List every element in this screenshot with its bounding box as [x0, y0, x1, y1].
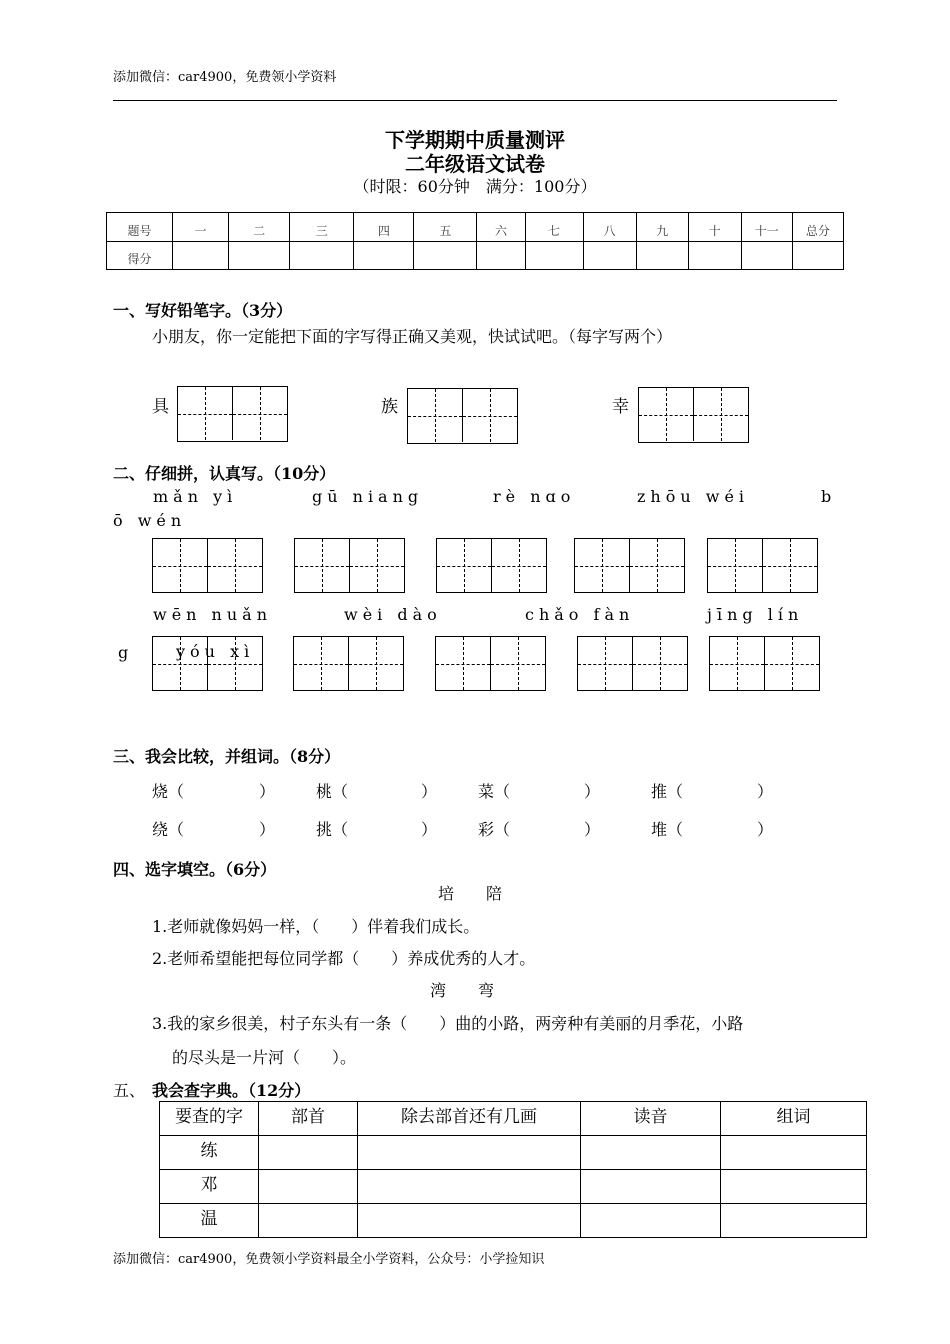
compare-char: 菜（	[478, 782, 511, 801]
score-header-cell: 十一	[741, 213, 792, 242]
blank-close: ）	[421, 782, 438, 801]
lookup-char: 温	[160, 1204, 259, 1238]
score-header-row	[107, 213, 844, 242]
score-header-cell: 十	[688, 213, 741, 242]
practice-char: 具	[152, 397, 169, 417]
lookup-char: 邓	[160, 1170, 259, 1204]
writing-grid[interactable]	[407, 388, 518, 444]
section-5-heading: 我会查字典。（12分）	[152, 1081, 311, 1100]
blank-close: ）	[259, 782, 276, 801]
score-header-cell: 二	[229, 213, 290, 242]
pinyin-prompt: zhōu wéi	[637, 487, 750, 506]
blank-close: ）	[584, 782, 601, 801]
score-header-cell: 总分	[792, 213, 843, 242]
score-cell[interactable]	[792, 241, 843, 270]
exam-subtitle: 二年级语文试卷	[405, 152, 545, 176]
score-cell[interactable]	[525, 241, 583, 270]
pinyin-prompt: ō wén	[113, 511, 187, 530]
compare-char: 堆（	[651, 820, 684, 839]
writing-grid[interactable]	[709, 636, 820, 691]
fill-question-continued: 的尽头是一片河（ ）。	[172, 1048, 357, 1067]
answer-cell[interactable]	[259, 1170, 358, 1204]
answer-cell[interactable]	[259, 1204, 358, 1238]
answer-cell[interactable]	[581, 1204, 721, 1238]
answer-cell[interactable]	[358, 1170, 581, 1204]
word-choice-pair: 培 陪	[438, 884, 503, 903]
section-1-instruction: 小朋友，你一定能把下面的字写得正确又美观，快试试吧。（每字写两个）	[152, 327, 673, 346]
blank-close: ）	[584, 820, 601, 839]
writing-grid[interactable]	[577, 636, 688, 691]
compare-char: 烧（	[152, 782, 185, 801]
score-header-cell: 六	[477, 213, 525, 242]
writing-grid[interactable]	[436, 538, 547, 593]
fill-question: 2.老师希望能把每位同学都（ ）养成优秀的人才。	[152, 949, 536, 968]
pinyin-prompt: chǎo fàn	[525, 605, 635, 624]
blank-close: ）	[757, 820, 774, 839]
compare-char: 绕（	[152, 820, 185, 839]
pinyin-prompt: mǎn yì	[153, 487, 238, 506]
exam-title: 下学期期中质量测评	[385, 128, 565, 152]
score-cell[interactable]	[636, 241, 688, 270]
practice-char: 族	[381, 397, 398, 417]
footer-note: 添加微信：car4900，免费领小学资料最全小学资料，公众号：小学捡知识	[113, 1252, 545, 1267]
pinyin-prompt: rè nɑo	[493, 487, 576, 506]
writing-grid[interactable]	[293, 636, 404, 691]
table-row	[160, 1136, 867, 1170]
score-header-cell: 五	[414, 213, 477, 242]
answer-cell[interactable]	[721, 1136, 867, 1170]
table-row	[160, 1204, 867, 1238]
score-cell[interactable]	[477, 241, 525, 270]
dictionary-table	[159, 1101, 867, 1238]
dictionary-header: 除去部首还有几画	[358, 1102, 581, 1136]
header-note: 添加微信：car4900，免费领小学资料	[113, 70, 337, 85]
score-header-cell: 七	[525, 213, 583, 242]
compare-char: 挑（	[316, 820, 349, 839]
writing-grid[interactable]	[435, 636, 546, 691]
answer-cell[interactable]	[721, 1204, 867, 1238]
dictionary-header: 读音	[581, 1102, 721, 1136]
writing-grid[interactable]	[707, 538, 818, 593]
exam-time-limit: （时限：60分钟 满分：100分）	[353, 177, 597, 196]
score-value-row	[107, 241, 844, 270]
score-cell[interactable]	[583, 241, 636, 270]
score-cell[interactable]	[741, 241, 792, 270]
score-cell[interactable]	[354, 241, 414, 270]
compare-char: 桃（	[316, 782, 349, 801]
pinyin-prompt: wēn nuǎn	[153, 605, 273, 624]
score-header-cell: 一	[173, 213, 229, 242]
answer-cell[interactable]	[358, 1136, 581, 1170]
dictionary-header: 组词	[721, 1102, 867, 1136]
section-5-number: 五、	[113, 1081, 146, 1100]
blank-close: ）	[757, 782, 774, 801]
writing-grid[interactable]	[152, 538, 263, 593]
word-choice-pair: 湾 弯	[430, 981, 495, 1000]
dictionary-header: 部首	[259, 1102, 358, 1136]
fill-question: 1.老师就像妈妈一样，（ ）伴着我们成长。	[152, 917, 480, 936]
score-cell[interactable]	[173, 241, 229, 270]
writing-grid[interactable]	[574, 538, 685, 593]
score-header-cell: 八	[583, 213, 636, 242]
answer-cell[interactable]	[721, 1170, 867, 1204]
score-header-cell: 九	[636, 213, 688, 242]
score-cell[interactable]	[688, 241, 741, 270]
score-header-cell: 四	[354, 213, 414, 242]
writing-grid[interactable]	[177, 386, 288, 442]
section-3-heading: 三、我会比较，并组词。（8分）	[113, 747, 341, 766]
fill-question: 3.我的家乡很美，村子东头有一条（ ）曲的小路，两旁种有美丽的月季花，小路	[152, 1014, 744, 1033]
section-4-heading: 四、选字填空。（6分）	[113, 860, 277, 879]
dictionary-header: 要查的字	[160, 1102, 259, 1136]
writing-grid[interactable]	[638, 387, 749, 443]
blank-close: ）	[259, 820, 276, 839]
lookup-char: 练	[160, 1136, 259, 1170]
compare-char: 彩（	[478, 820, 511, 839]
pinyin-prompt: b	[821, 487, 837, 506]
answer-cell[interactable]	[581, 1170, 721, 1204]
writing-grid[interactable]	[294, 538, 405, 593]
blank-close: ）	[421, 820, 438, 839]
answer-cell[interactable]	[259, 1136, 358, 1170]
score-table	[106, 212, 844, 270]
score-header-cell: 题号	[107, 213, 173, 242]
header-divider	[113, 100, 837, 101]
answer-cell[interactable]	[358, 1204, 581, 1238]
score-cell[interactable]	[229, 241, 290, 270]
pinyin-prompt: wèi dào	[344, 605, 442, 624]
section-2-heading: 二、仔细拼，认真写。（10分）	[113, 464, 336, 483]
pinyin-prompt: g	[118, 643, 134, 662]
dictionary-header-row	[160, 1102, 867, 1136]
table-row	[160, 1170, 867, 1204]
score-header-cell: 三	[290, 213, 354, 242]
score-cell[interactable]	[414, 241, 477, 270]
section-1-heading: 一、写好铅笔字。（3分）	[113, 301, 293, 320]
score-cell[interactable]	[290, 241, 354, 270]
pinyin-prompt: jīng lín	[707, 605, 804, 624]
practice-char: 幸	[612, 397, 629, 417]
answer-cell[interactable]	[581, 1136, 721, 1170]
pinyin-prompt: yóu xì	[176, 642, 255, 661]
score-row-label: 得分	[107, 241, 173, 270]
pinyin-prompt: gū niang	[312, 487, 424, 506]
compare-char: 推（	[651, 782, 684, 801]
